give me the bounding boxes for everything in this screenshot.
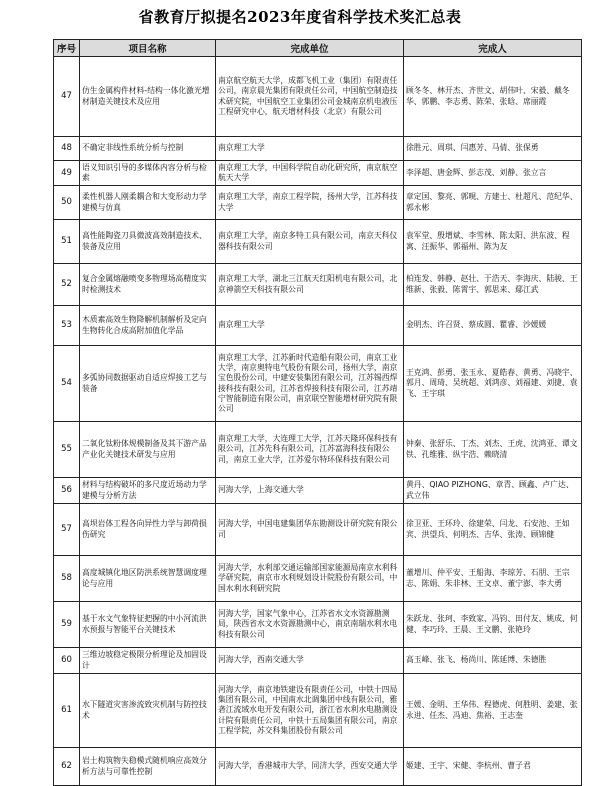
award-table [53,39,582,786]
cell-serial: 62 [54,748,80,786]
table-row [54,674,582,748]
cell-serial: 56 [54,478,80,504]
cell-project-name: 高性能陶瓷刀具微波高效制造技术、装备及应用 [80,220,216,264]
cell-units: 河海大学，西南交通大学 [216,648,404,674]
cell-project-name: 二氧化钛粉体规模制备及其下游产品产业化关键技术研发与应用 [80,422,216,478]
cell-project-name: 水下隧道灾害渗流致灾机制与防控技术 [80,674,216,748]
table-row [54,306,582,346]
table-row [54,186,582,220]
cell-serial: 52 [54,264,80,306]
cell-serial: 53 [54,306,80,346]
table-row [54,346,582,422]
cell-people: 高玉峰、张飞、杨尚川、陈延博、朱德胜 [404,648,582,674]
cell-people: 顾冬冬、林开杰、齐世文、胡伟叶、宋毅、戴冬华、郭鹏、李志勇、陈荣、张晗、席丽霞 [404,57,582,137]
table-header-row [54,40,582,57]
cell-serial: 60 [54,648,80,674]
cell-project-name: 柔性机器人刚柔耦合和大变形动力学建模与仿真 [80,186,216,220]
cell-project-name: 不确定非线性系统分析与控制 [80,137,216,161]
cell-people: 徐胜元、周琪、闫惠芳、马倩、张保勇 [404,137,582,161]
cell-serial: 59 [54,602,80,648]
cell-people: 朱跃龙、张珂、李致家、冯钧、田付友、姚成、何健、李巧玲、王晨、王文鹏、张艳玲 [404,602,582,648]
table-row [54,422,582,478]
cell-units: 南京航空航天大学，成都飞机工业（集团）有限责任公司，南京晨光集团有限责任公司，中国航空制造技术研究院，中国航空工业集团公司金城南京机电液压工程研究中心，航天增材科技（北京）有限公司 [216,57,404,137]
cell-units: 南京理工大学 [216,137,404,161]
table-row [54,161,582,186]
cell-project-name: 三维边坡稳定极限分析理论及加固设计 [80,648,216,674]
cell-units: 河海大学，南京地铁建设有限责任公司，中铁十四局集团有限公司，中国南水北调集团中线有限公司，雅砻江流域水电开发有限公司，浙江省水利水电勘测设计院有限责任公司，中铁十五局集团有限公司，南京工程学院，苏交科集团股份有限公司 [216,674,404,748]
header-serial: 序号 [54,40,80,57]
cell-units: 南京理工大学，江苏新时代造船有限公司，南京工业大学，南京奥特电气股份有限公司，扬州大学，南京宝色股份公司，中建安装集团有限公司，江苏锡西焊接科技有限公司，江苏省焊接科技有限公司，江苏靖宁智能制造有限公司，南京联空智能增材研究院有限公司 [216,346,404,422]
header-people: 完成人 [404,40,582,57]
cell-units: 河海大学，水利部交通运输部国家能源局南京水利科学研究院，南京市水利规划设计院股份有限公司，中国水利水利研究院 [216,556,404,602]
cell-serial: 54 [54,346,80,422]
cell-people: 徐卫亚、王环玲、徐建荣、闫龙、石安池、王如宾、洪望兵、何明杰、吉华、张涛、顾锦健 [404,504,582,556]
cell-people: 王克鸿、彭勇、张玉永、夏皓春、黄勇、冯晓宇、郭月、周琦、吴统超、刘鸿彦、刘福建、刘捷、袁飞、王宇琪 [404,346,582,422]
cell-units: 河海大学，香港城市大学，同济大学，西安交通大学 [216,748,404,786]
cell-serial: 49 [54,161,80,186]
table-row [54,504,582,556]
cell-units: 南京理工大学，湖北三江航天红阳机电有限公司，北京神箭空天科技有限公司 [216,264,404,306]
cell-units: 南京理工大学，中国科学院自动化研究所，南京航空航天大学 [216,161,404,186]
cell-serial: 57 [54,504,80,556]
table-row [54,478,582,504]
header-units: 完成单位 [216,40,404,57]
cell-people: 袁军堂、殷增斌、李雪林、陈太阳、洪东波、程寓、汪振华、郭福州、陈为友 [404,220,582,264]
cell-people: 章定国、黎亮、郭晛、方建士、杜超凡、范纪华、郭永彬 [404,186,582,220]
cell-project-name: 岩土构筑物失稳模式随机响应高效分析方法与可靠性控制 [80,748,216,786]
cell-serial: 55 [54,422,80,478]
cell-units: 南京理工大学 [216,306,404,346]
header-project-name: 项目名称 [80,40,216,57]
cell-serial: 58 [54,556,80,602]
cell-people: 王媛、金明、王华伟、程德虎、何胜明、姜建、张永进、任杰、冯迪、焦裕、王志奎 [404,674,582,748]
cell-units: 河海大学，上海交通大学 [216,478,404,504]
cell-people: 黄丹、QIAO PIZHONG、章青、顾鑫、卢广达、武立伟 [404,478,582,504]
cell-project-name: 木质素高效生物降解机制解析及定向生物转化合成高附加值化学品 [80,306,216,346]
cell-units: 南京理工大学，南京工程学院，扬州大学，江苏科技大学 [216,186,404,220]
cell-people: 钟秦、张舒乐、丁杰、刘杰、王虎、沈鸿亚、谭文铁、孔维雅、纵宇浩、赖晓清 [404,422,582,478]
cell-project-name: 复合金属熔融喷变多物理场高精度实时检测技术 [80,264,216,306]
cell-units: 南京理工大学，大连理工大学，江苏天隆环保科技有限公司，江苏先科有限公司，江苏富海科技有限公司，南京工业大学，江苏爱尔特环保科技有限公司 [216,422,404,478]
cell-people: 金明杰、许召贤、蔡成圆、瞿睿、沙媛媛 [404,306,582,346]
cell-people: 姬建、王宇、宋健、李杭州、曹子君 [404,748,582,786]
table-row [54,264,582,306]
table-row [54,220,582,264]
cell-people: 董增川、仲平安、王船海、李琼芳、石朋、王宗志、陈娟、朱非林、王文卓、董宁澎、李大勇 [404,556,582,602]
cell-units: 南京理工大学，南京多特工具有限公司，南京天科仪器科技有限公司 [216,220,404,264]
cell-serial: 51 [54,220,80,264]
cell-project-name: 高坝岩体工程各向异性力学与卸荷损伤研究 [80,504,216,556]
cell-project-name: 基于水文气象特征把握的中小河流洪水预报与智能平台关键技术 [80,602,216,648]
table-row [54,748,582,786]
table-row [54,556,582,602]
cell-serial: 48 [54,137,80,161]
cell-people: 柏连发、韩静、赵壮、于浩天、李海庆、陆骏、王维新、张毅、陈霄宇、郭思来、鄢江武 [404,264,582,306]
table-row [54,602,582,648]
cell-serial: 50 [54,186,80,220]
cell-project-name: 高度城镇化地区防洪系统智慧调度理论与应用 [80,556,216,602]
table-row [54,137,582,161]
cell-project-name: 仿生金属构件材料-结构一体化激光增材制造关键技术及应用 [80,57,216,137]
cell-units: 河海大学，中国电建集团华东勘测设计研究院有限公司 [216,504,404,556]
cell-project-name: 多弧协同数据驱动自适应焊接工艺与装备 [80,346,216,422]
cell-serial: 47 [54,57,80,137]
table-row [54,57,582,137]
table-row [54,648,582,674]
document-title: 省教育厅拟提名2023年度省科学技术奖汇总表 [138,8,462,26]
cell-people: 李泽超、唐金辉、彭志茂、刘静、张立言 [404,161,582,186]
cell-project-name: 材料与结构破坏的多尺度近场动力学建模与分析方法 [80,478,216,504]
cell-project-name: 语义知识引导的多媒体内容分析与检索 [80,161,216,186]
cell-units: 河海大学，国家气象中心，江苏省水文水资源勘测局，陕西省水文水资源勘测中心，南京南瑞水利水电科技有限公司 [216,602,404,648]
cell-serial: 61 [54,674,80,748]
